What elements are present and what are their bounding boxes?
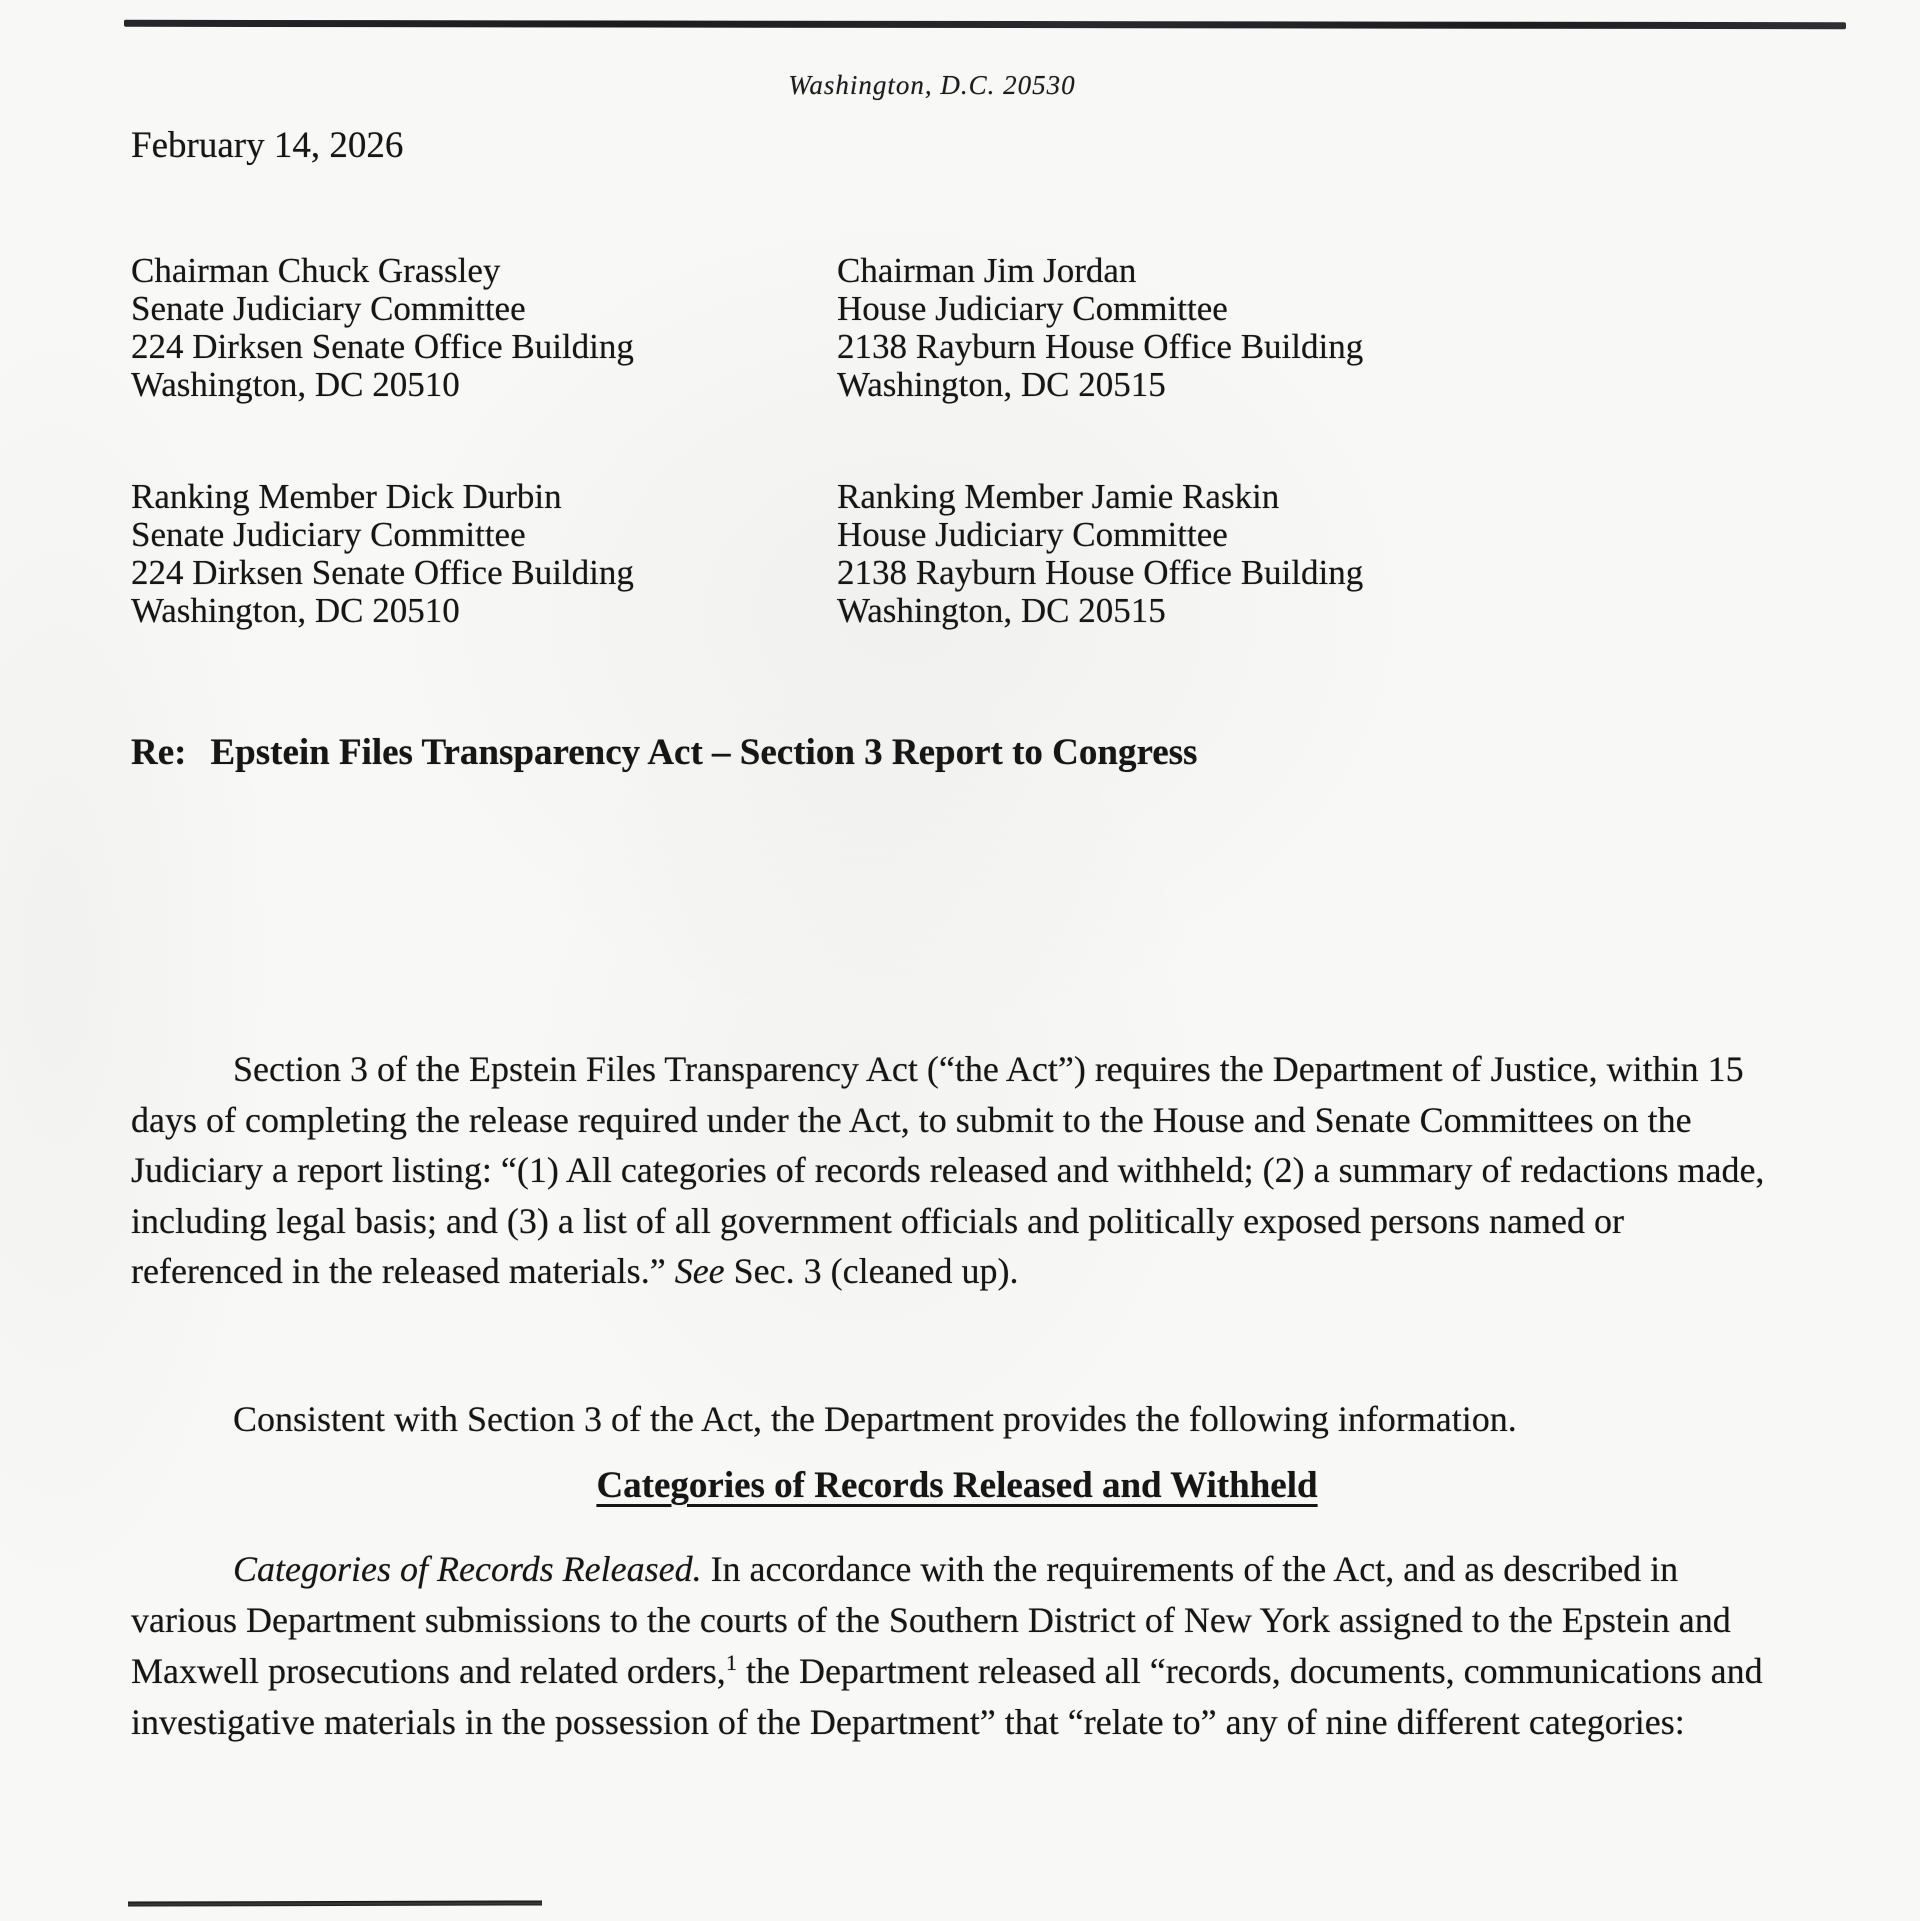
address-line: Chairman Chuck Grassley: [131, 251, 501, 290]
citation-see-italic: See: [674, 1251, 725, 1291]
address-line: Washington, DC 20515: [837, 365, 1166, 404]
subject-re-text: Epstein Files Transparency Act – Section 3 Report to Congress: [210, 732, 1198, 773]
address-line: 2138 Rayburn House Office Building: [837, 553, 1364, 592]
address-line: House Judiciary Committee: [837, 515, 1228, 554]
address-line: Washington, DC 20510: [131, 365, 460, 404]
address-block-grassley: [131, 252, 837, 404]
address-line: Senate Judiciary Committee: [131, 289, 526, 328]
section-heading-categories: Categories of Records Released and Withheld: [596, 1465, 1318, 1506]
address-block-raskin: [837, 478, 1811, 630]
address-line: 224 Dirksen Senate Office Building: [131, 327, 634, 366]
address-line: 2138 Rayburn House Office Building: [837, 327, 1364, 366]
letter-date: February 14, 2026: [131, 125, 404, 166]
address-line: Senate Judiciary Committee: [131, 515, 526, 554]
lead-in-italic: Categories of Records Released.: [233, 1549, 702, 1589]
address-line: Washington, DC 20510: [131, 591, 460, 630]
subject-re-label: Re:: [131, 732, 187, 773]
paragraph-text: Section 3 of the Epstein Files Transparency Act (“the Act”) requires the Department of Justice, within 15 days of completing the release required under the Act, to submit to the House and Senate Committees on the Judiciary a report listing: “(1) All categories of records released and withheld; (2) a summary of redactions made, including legal basis; and (3) a list of all government officials and politically exposed persons named or referenced in the released materials.”: [131, 1049, 1765, 1291]
subject-re-line: [131, 731, 1197, 774]
recipient-address-blocks: [131, 252, 1811, 630]
letterhead-divider-rule: [124, 20, 1846, 29]
address-line: Ranking Member Dick Durbin: [131, 477, 562, 516]
paragraph-categories-released: [131, 1544, 1783, 1748]
address-line: Washington, DC 20515: [837, 591, 1166, 630]
address-line: 224 Dirksen Senate Office Building: [131, 553, 634, 592]
paragraph-section3-requirements: [131, 1044, 1783, 1297]
address-block-jordan: [837, 252, 1811, 404]
paragraph-text: the Department released all “records, documents, communications and investigative materials in the possession of the Department” that “relate to” any of nine different categories:: [131, 1651, 1763, 1742]
footnote-marker-1: 1: [725, 1650, 737, 1675]
paragraph-text: In accordance with the requirements of the Act, and as described in various Department submissions to the courts of the Southern District of New York assigned to the Epstein and Maxwell prosecutions and related orders,: [131, 1549, 1731, 1691]
address-line: House Judiciary Committee: [837, 289, 1228, 328]
letterhead-city-line: Washington, D.C. 20530: [788, 70, 1076, 100]
paragraph-consistent-with-section3: Consistent with Section 3 of the Act, the Department provides the following information.: [233, 1399, 1517, 1439]
footnote-separator-rule: [128, 1900, 542, 1906]
address-line: Chairman Jim Jordan: [837, 251, 1137, 290]
recipient-row-ranking-members: [131, 478, 1811, 630]
paragraph-text: Sec. 3 (cleaned up).: [724, 1251, 1019, 1291]
address-block-durbin: [131, 478, 837, 630]
recipient-row-chairmen: [131, 252, 1811, 404]
address-line: Ranking Member Jamie Raskin: [837, 477, 1280, 516]
